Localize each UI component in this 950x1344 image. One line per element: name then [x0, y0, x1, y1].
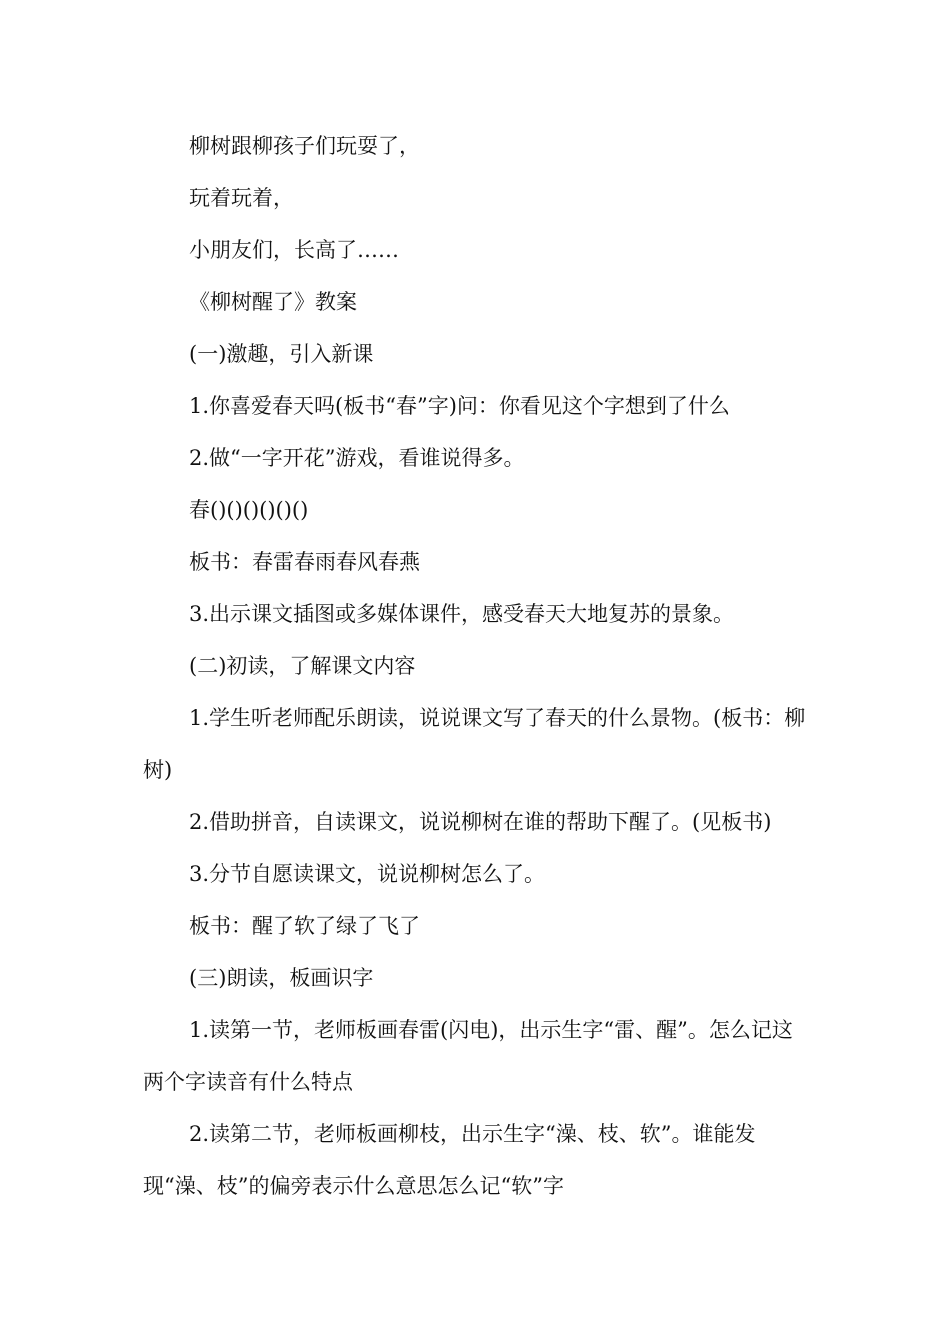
paragraph-blackboard: 板书：春雷春雨春风春燕 [189, 550, 420, 574]
paragraph-step: 2.读第二节，老师板画柳枝，出示生字“澡、枝、软”。谁能发现“澡、枝”的偏旁表示什么意思怎么记“软”字 [143, 1122, 756, 1198]
section-heading-2: (二)初读，了解课文内容 [189, 654, 416, 678]
paragraph-step: 1.你喜爱春天吗(板书“春”字)问：你看见这个字想到了什么 [189, 394, 730, 418]
paragraph-step: 2.借助拼音，自读课文，说说柳树在谁的帮助下醒了。(见板书) [189, 810, 772, 834]
paragraph-word-game: 春()()()()()() [189, 498, 309, 522]
paragraph-step: 2.做“一字开花”游戏，看谁说得多。 [189, 446, 525, 470]
paragraph-blackboard: 板书：醒了软了绿了飞了 [189, 914, 420, 938]
paragraph-step: 3.出示课文插图或多媒体课件，感受春天大地复苏的景象。 [189, 602, 735, 626]
paragraph-step: 3.分节自愿读课文，说说柳树怎么了。 [189, 862, 546, 886]
section-heading-3: (三)朗读，板画识字 [189, 966, 374, 990]
lesson-plan-title: 《柳树醒了》教案 [189, 290, 357, 314]
paragraph-poem-line-2: 玩着玩着， [189, 186, 294, 210]
paragraph-step: 1.学生听老师配乐朗读，说说课文写了春天的什么景物。(板书：柳树) [143, 706, 806, 782]
paragraph-poem-line-3: 小朋友们，长高了…… [189, 238, 399, 262]
paragraph-poem-line-1: 柳树跟柳孩子们玩耍了， [189, 134, 420, 158]
section-heading-1: (一)激趣，引入新课 [189, 342, 374, 366]
document-body [143, 120, 808, 1212]
paragraph-step: 1.读第一节，老师板画春雷(闪电)，出示生字“雷、醒”。怎么记这两个字读音有什么特点 [143, 1018, 793, 1094]
